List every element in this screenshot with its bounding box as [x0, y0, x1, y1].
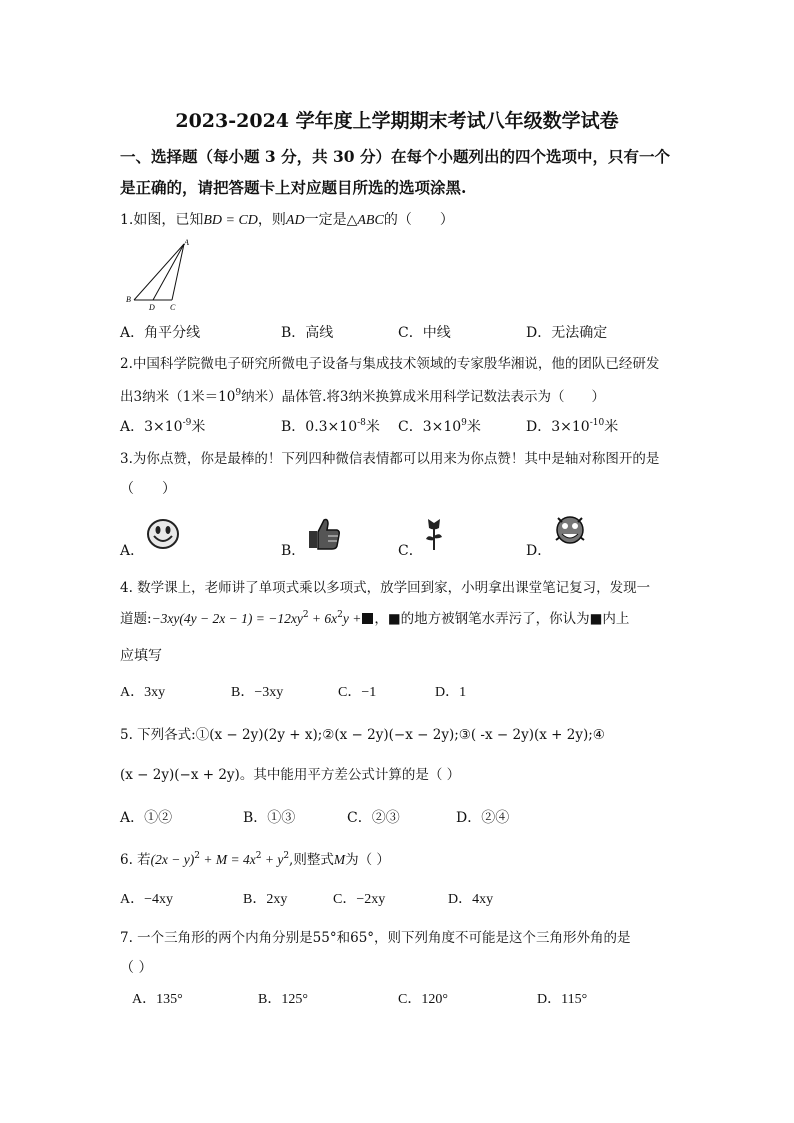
exam-title: 2023-2024 学年度上学期期末考试八年级数学试卷: [175, 110, 619, 132]
rose-icon: [424, 516, 444, 552]
q4-expression: −3xy(4y − 2x − 1) = −12xy: [151, 611, 303, 626]
q1-mid2: 一定是△: [304, 212, 358, 228]
q1-option-d[interactable]: D．无法确定: [526, 325, 608, 341]
q6-option-b[interactable]: B．2xy: [243, 892, 288, 907]
q4-option-b[interactable]: B．−3xy: [231, 685, 284, 700]
q7-option-d[interactable]: D．115°: [537, 992, 588, 1007]
label-b: B: [126, 295, 131, 304]
question-4-line1: 4. 数学课上，老师讲了单项式乘以多项式，放学回到家，小明拿出课堂笔记复习，发现一: [120, 580, 651, 596]
q1-triangle: ABC: [357, 213, 384, 228]
q5-option-c[interactable]: C．②③: [347, 810, 400, 826]
question-6-stem: 6. 若$(2x - y)^2 + M = 4x^2 + y^2$,则整式M为（ ）: [120, 851, 390, 868]
q2-line2-pre: 出3纳米（1米＝10: [120, 389, 236, 405]
smiley-face-icon: [146, 518, 180, 550]
q1-segment: AD: [285, 213, 305, 228]
q2-option-a[interactable]: A．$3\times 10^{-9}$米: [120, 418, 206, 435]
q1-triangle-figure: [120, 238, 200, 314]
q1-pre: 1.如图，已知: [120, 212, 204, 228]
question-7-line2: （ ）: [120, 960, 153, 976]
q3-option-d[interactable]: D．: [526, 543, 552, 559]
q2-option-b[interactable]: B．$0.3\times 10^{-8}$米: [281, 418, 380, 435]
label-a: A: [184, 238, 189, 247]
question-1-stem: [120, 209, 454, 229]
q1-option-c[interactable]: C．中线: [398, 325, 451, 341]
fireworks-icon: [552, 512, 588, 548]
question-3-line2: （ ）: [120, 481, 176, 497]
line-ac: [172, 244, 184, 300]
q5-option-a[interactable]: A．①②: [120, 810, 173, 826]
question-7-line1: 7. 一个三角形的两个内角分别是55°和65°，则下列角度不可能是这个三角形外角的是: [120, 930, 631, 946]
q4-option-a[interactable]: A．3xy: [120, 685, 166, 700]
q5-option-b[interactable]: B．①③: [243, 810, 296, 826]
ink-blot-square: [362, 613, 373, 624]
question-4-line2: 道题:−3xy(4y − $2x - 1) = -12xy^2 + 6x^2y$ + ，■的地方被钢笔水弄污了，你认为■内上: [120, 610, 630, 627]
q3-option-a[interactable]: A．: [120, 543, 145, 559]
thumbs-up-icon: [306, 516, 342, 552]
q7-option-b[interactable]: B．125°: [258, 992, 308, 1007]
question-5-line2: (x − 2y)(−x + 2y)。其中能用平方差公式计算的是（ ）: [120, 767, 461, 783]
q2-option-d[interactable]: D．$3\times 10^{-10}$米: [526, 418, 619, 435]
question-2-line1: 2.中国科学院微电子研究所微电子设备与集成技术领域的专家殷华湘说，他的团队已经研发: [120, 356, 660, 372]
q6-option-c[interactable]: C．−2xy: [333, 892, 386, 907]
q3-option-b[interactable]: B．: [281, 543, 306, 559]
question-4-line3: 应填写: [120, 648, 162, 664]
q2-option-c[interactable]: C．$3\times 10^9$米: [398, 418, 481, 435]
q1-option-a[interactable]: A．角平分线: [120, 325, 201, 341]
line-ab: [134, 244, 184, 300]
q1-mid: ，则: [257, 212, 286, 228]
label-d: D: [149, 303, 155, 312]
q4-option-c[interactable]: C．−1: [338, 685, 377, 700]
q2-exponent: 9: [235, 388, 242, 398]
question-2-line2: [120, 385, 605, 405]
line-ad: [153, 244, 184, 300]
section-instructions-line2: 是正确的，请把答题卡上对应题目所选的选项涂黑.: [120, 178, 467, 197]
q7-option-c[interactable]: C．120°: [398, 992, 448, 1007]
label-c: C: [170, 303, 176, 312]
q5-option-d[interactable]: D．②④: [456, 810, 510, 826]
question-3-line1: 3.为你点赞，你是最棒的！下列四种微信表情都可以用来为你点赞！其中是轴对称图开的是: [120, 451, 660, 467]
q1-condition: BD = CD: [203, 213, 258, 228]
q3-option-c[interactable]: C．: [398, 543, 423, 559]
q6-expression: (2x − y): [150, 852, 195, 867]
q1-post: 的（ ）: [383, 212, 454, 228]
question-5-line1: 5. 下列各式:①(x − 2y)(2y + x);②(x − 2y)(−x − 2y);③( -x − 2y)(x + 2y);④: [120, 727, 605, 743]
q2-line2-post: 纳米）晶体管.将3纳米换算成米用科学记数法表示为（ ）: [241, 389, 605, 405]
q4-option-d[interactable]: D．1: [435, 685, 467, 700]
q6-option-d[interactable]: D．4xy: [448, 892, 494, 907]
q7-option-a[interactable]: A．135°: [132, 992, 183, 1007]
section-instructions-line1: 一、选择题（每小题 3 分，共 30 分）在每个小题列出的四个选项中，只有一个: [120, 147, 670, 166]
q6-option-a[interactable]: A．−4xy: [120, 892, 174, 907]
q1-option-b[interactable]: B．高线: [281, 325, 334, 341]
